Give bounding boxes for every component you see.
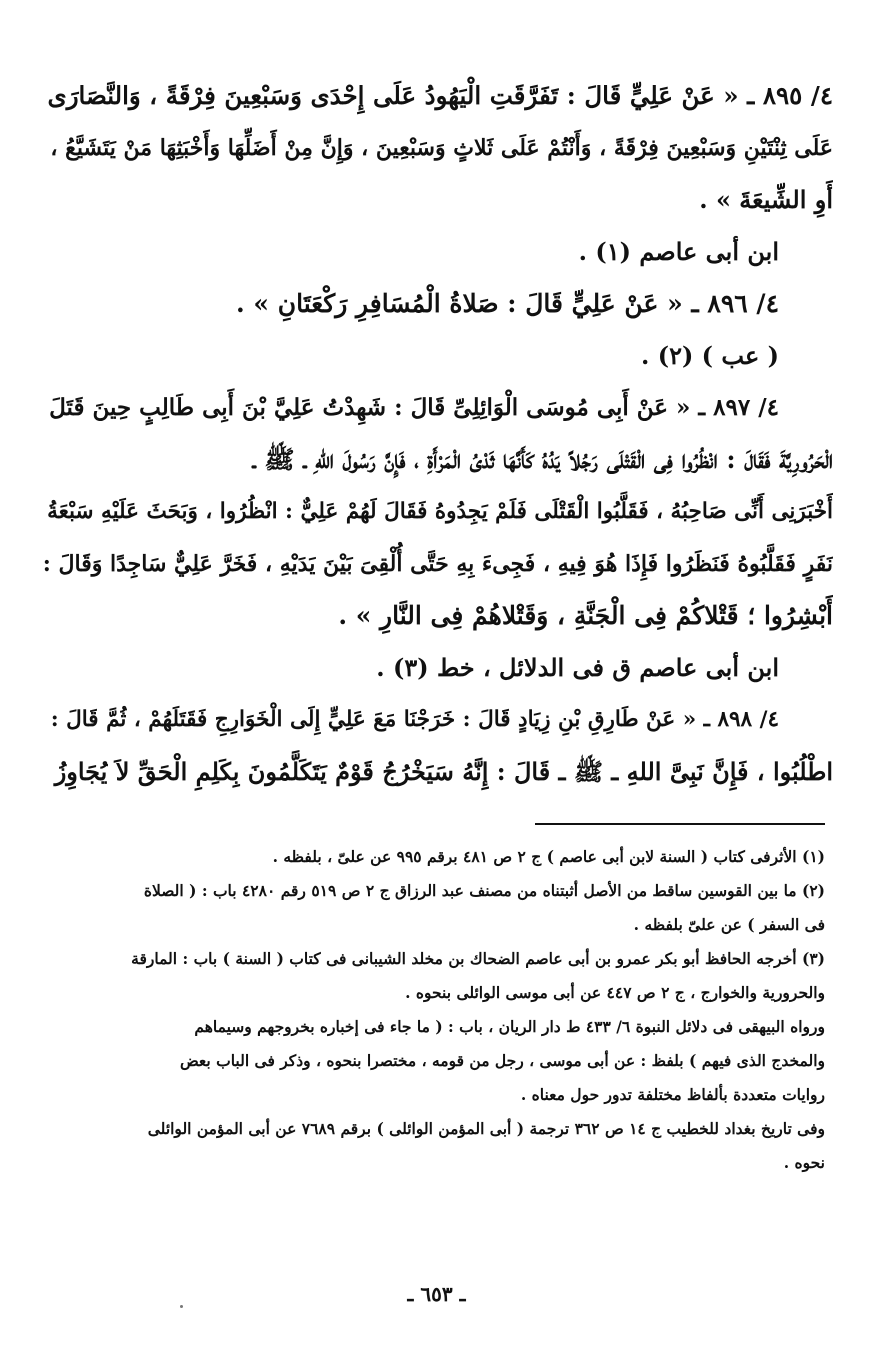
hadith-897-line-4: نَفَرٍ فَقَلَّبُوهُ فَنَظَرُوا فَإِذَا هُوَ فِيهِ ، فَجِىءَ بِهِ حَتَّى أُلْقِىَ بَيْنَ يَدَيْهِ ، فَخَرَّ عَلِيٌّ سَاجِدًا وَقَالَ : <box>42 551 833 577</box>
footnote-2-line-2: فى السفر ) عن علىّ بلفظه . <box>633 915 825 934</box>
main-text <box>40 70 833 798</box>
hadith-895-line-1: ٤/ ٨٩٥ ـ « عَنْ عَلِيٍّ قَالَ : تَفَرَّقَتِ الْيَهُودُ عَلَى إِحْدَى وَسَبْعِينَ فِرْقَةً ، وَالنَّصَارَى <box>47 81 833 110</box>
footnote-3-line-1: (٣) أخرجه الحافظ أبو بكر عمرو بن أبى عاصم الضحاك بن مخلد الشيبانى فى كتاب ( السنة ) باب : المارقة <box>131 949 825 968</box>
hadith-895-line-3: أَوِ الشِّيعَةَ » . <box>699 185 833 214</box>
hadith-895-source: ابن أبى عاصم (١) . <box>578 237 779 266</box>
hadith-897-line-2: الْحَرُورِيَّةَ فَقَالَ : انْظُرُوا فِى الْقَتْلَى رَجُلاً يَدُهُ كَأَنَّهَا ثَدْىُ الْمَرْأَةِ ، فَإِنَّ رَسُولَ اللهِ ـ ﷺ ـ <box>252 445 833 474</box>
footnote-divider <box>535 823 825 825</box>
footnote-3-line-7: نحوه . <box>783 1153 825 1172</box>
footnote-3-line-5: روايات متعددة بألفاظ مختلفة تدور حول معناه . <box>520 1085 825 1104</box>
hadith-897-line-3: أَخْبَرَنِى أَنِّى صَاحِبُهُ ، فَقَلَّبُوا الْقَتْلَى فَلَمْ يَجِدُوهُ فَقَالَ لَهُمْ عَلِيٌّ : انْظُرُوا ، وَبَحَثَ عَلَيْهِ سَبْعَةُ <box>47 499 833 524</box>
hadith-897-source: ابن أبى عاصم ق فى الدلائل ، خط (٣) . <box>376 653 779 682</box>
hadith-897-line-1: ٤/ ٨٩٧ ـ « عَنْ أَبِى مُوسَى الْوَائِلِىِّ قَالَ : شَهِدْتُ عَلِيَّ بْنَ أَبِى طَالِبٍ حِينَ قَتَلَ <box>49 394 779 421</box>
footnote-2-line-1: (٢) ما بين القوسين ساقط من الأصل أثبتناه من مصنف عبد الرزاق ج ٢ ص ٥١٩ رقم ٤٢٨٠ باب : ( الصلاة <box>143 881 825 900</box>
hadith-897-line-5: أَبْشِرُوا ؛ قَتْلاكُمْ فِى الْجَنَّةِ ، وَقَتْلاهُمْ فِى النَّارِ » . <box>338 601 833 630</box>
hadith-895-line-2: عَلَى ثِنْتَيْنِ وَسَبْعِينَ فِرْقَةً ، وَأَنْتُمْ عَلَى ثَلاثٍ وَسَبْعِينَ ، وَإِنَّ مِنْ أَضَلِّهَا وَأَخْبَثِهَا مَنْ يَتَشَيَّعُ ، <box>50 135 833 161</box>
hadith-896-text: ٤/ ٨٩٦ ـ « عَنْ عَلِيٍّ قَالَ : صَلاةُ الْمُسَافِرِ رَكْعَتَانِ » . <box>235 289 779 318</box>
footnotes <box>44 840 825 1180</box>
footnote-1: (١) الأثرفى كتاب ( السنة لابن أبى عاصم ) ج ٢ ص ٤٨١ برقم ٩٩٥ عن علىّ ، بلفظه . <box>272 847 825 866</box>
scan-speck <box>180 1305 183 1308</box>
hadith-898-line-1: ٤/ ٨٩٨ ـ « عَنْ طَارِقِ بْنِ زِيَادٍ قَالَ : خَرَجْنَا مَعَ عَلِيٍّ إِلَى الْخَوَارِجِ فَقَتَلَهُمْ ، ثُمَّ قَالَ : <box>50 707 779 732</box>
hadith-896-source: ( عب ) (٢) . <box>641 341 779 370</box>
footnote-3-line-2: والحرورية والخوارج ، ج ٢ ص ٤٤٧ عن أبى موسى الوائلى بنحوه . <box>405 983 825 1002</box>
footnote-3-line-3: ورواه البيهقى فى دلائل النبوة ٦/ ٤٣٣ ط دار الريان ، باب : ( ما جاء فى إخباره بخروجهم وسيماهم <box>194 1017 825 1036</box>
page-number: ـ ٦٥٣ ـ <box>407 1282 466 1306</box>
footnote-3-line-4: والمخدج الذى فيهم ) بلفظ : عن أبى موسى ، رجل من قومه ، مختصرا بنحوه ، وذكر فى الباب بعض <box>179 1051 825 1070</box>
footnote-3-line-6: وفى تاريخ بغداد للخطيب ج ١٤ ص ٣٦٢ ترجمة ( أبى المؤمن الوائلى ) برقم ٧٦٨٩ عن أبى المؤمن الوائلى <box>147 1119 825 1138</box>
hadith-898-line-2: اطْلُبُوا ، فَإِنَّ نَبِىَّ اللهِ ـ ﷺ ـ قَالَ : إِنَّهُ سَيَخْرُجُ قَوْمٌ يَتَكَلَّمُونَ بِكَلِمِ الْحَقِّ لاَ يُجَاوِزُ <box>54 757 833 786</box>
